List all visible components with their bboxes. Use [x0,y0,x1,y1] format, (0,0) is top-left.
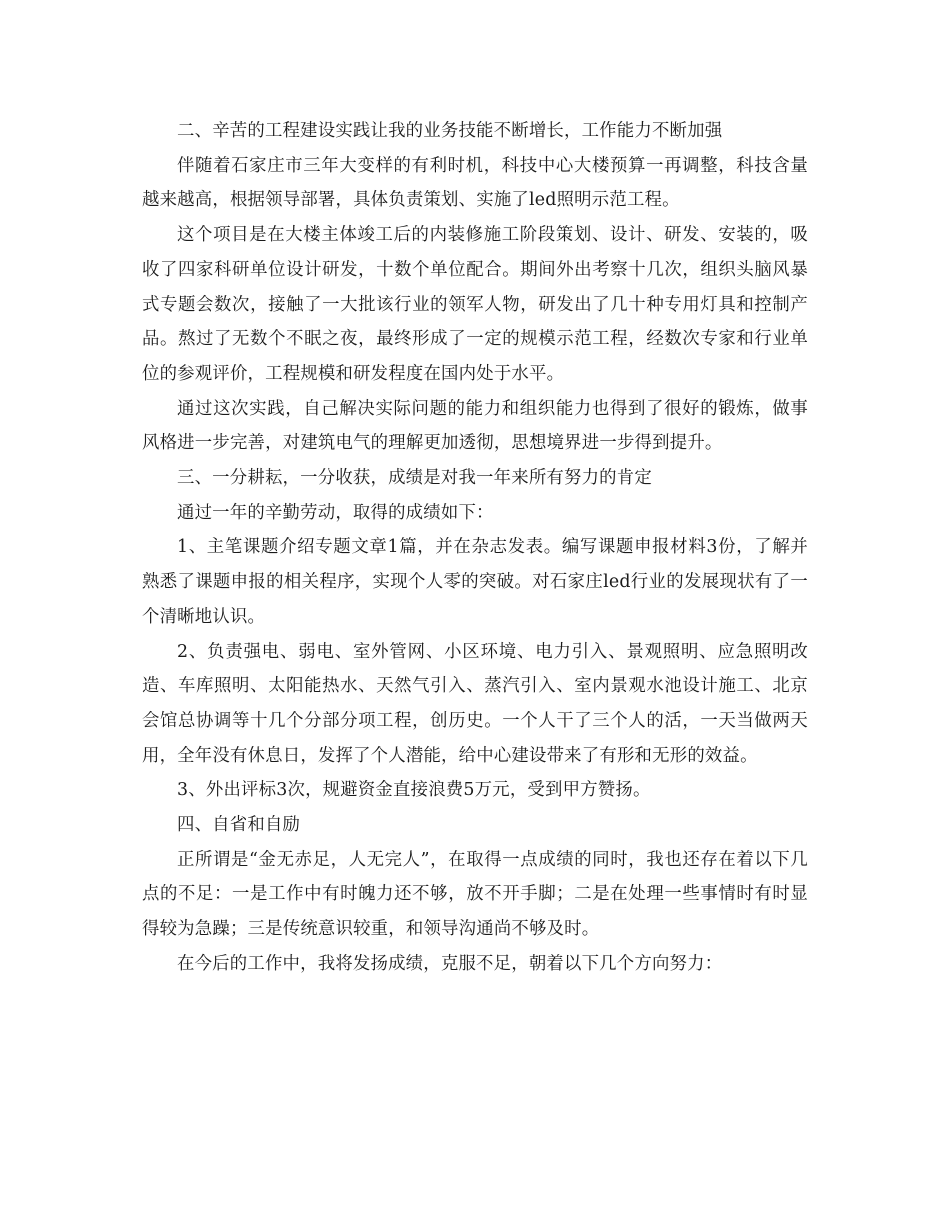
list-item: 3、外出评标3次，规避资金直接浪费5万元，受到甲方赞扬。 [177,780,651,801]
paragraph: 通过一年的辛勤劳动，取得的成绩如下： [177,502,494,523]
paragraph: 这个项目是在大楼主体竣工后的内装修施工阶段策划、设计、研发、安装的，吸收了四家科研单位设计研发，十数个单位配合。期间外出考察十几次，组织头脑风暴式专题会数次，接触了一大批该行业的领军人物，研发出了几十种专用灯具和控制产品。熬过了无数个不眠之夜，最终形成了一定的规模示范工程，经数次专家和行业单位的参观评价，工程规模和研发程度在国内处于水平。 [142,225,808,384]
paragraph: 通过这次实践，自己解决实际问题的能力和组织能力也得到了很好的锻炼，做事风格进一步完善，对建筑电气的理解更加透彻，思想境界进一步得到提升。 [142,398,808,454]
paragraph: 在今后的工作中，我将发扬成绩，克服不足，朝着以下几个方向努力： [177,953,723,974]
paragraph: 伴随着石家庄市三年大变样的有利时机，科技中心大楼预算一再调整，科技含量越来越高，根据领导部署，具体负责策划、实施了led照明示范工程。 [142,155,808,211]
list-item: 1、主笔课题介绍专题文章1篇，并在杂志发表。编写课题申报材料3份，了解并熟悉了课题申报的相关程序，实现个人零的突破。对石家庄led行业的发展现状有了一个清晰地认识。 [142,537,808,627]
list-item: 2、负责强电、弱电、室外管网、小区环境、电力引入、景观照明、应急照明改造、车库照明、太阳能热水、天然气引入、蒸汽引入、室内景观水池设计施工、北京会馆总协调等十几个分部分项工程，创历史。一个人干了三个人的活，一天当做两天用，全年没有休息日，发挥了个人潜能，给中心建设带来了有形和无形的效益。 [142,641,808,766]
paragraph: 正所谓是“金无赤足，人无完人”，在取得一点成绩的同时，我也还存在着以下几点的不足：一是工作中有时魄力还不够，放不开手脚；二是在处理一些事情时有时显得较为急躁；三是传统意识较重，和领导沟通尚不够及时。 [142,849,808,940]
section-heading-4: 四、自省和自励 [177,815,301,836]
section-heading-3: 三、一分耕耘，一分收获，成绩是对我一年来所有努力的肯定 [177,468,652,489]
section-heading-2: 二、辛苦的工程建设实践让我的业务技能不断增长，工作能力不断加强 [177,121,723,141]
